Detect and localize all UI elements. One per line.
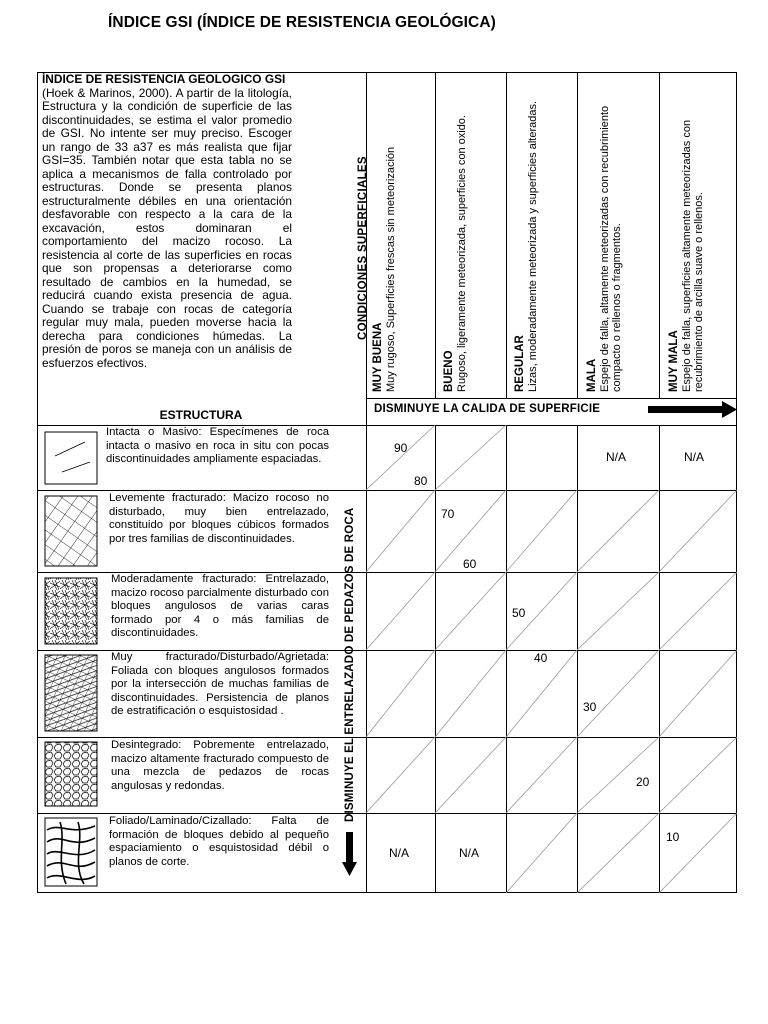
- disminuye-superficie-label: DISMINUYE LA CALIDA DE SUPERFICIE: [374, 403, 601, 415]
- arrow-down-icon: [342, 832, 357, 876]
- col-desc: Muy rugoso, Superficies frescas sin meteorización: [384, 146, 397, 392]
- col-desc: Espejo de falla, altamente meteorizadas con recubrimiento compacto o rellenos o fragmentos.: [598, 105, 624, 392]
- value-10: 10: [666, 830, 680, 844]
- value-na: N/A: [389, 846, 410, 860]
- col-header-mala: [586, 82, 624, 392]
- col-header-muy-mala: [668, 82, 706, 392]
- structure-thumbnails: [45, 432, 97, 886]
- row-desc-moderadamente: Moderadamente fracturado: Entrelazado, macizo rocoso parcialmente disturbado con bloques angulosos de varias caras formado por 4 o más familias de discontinuidades.: [111, 573, 329, 640]
- condiciones-label: CONDICIONES SUPERFICIALES: [357, 156, 369, 340]
- value-na: N/A: [684, 450, 705, 464]
- col-title: MALA: [586, 358, 598, 392]
- value-70: 70: [441, 507, 455, 521]
- row-desc-intacta: Intacta o Masivo: Especímenes de roca intacta o masivo en roca in situ con pocas discontinuidades ampliamente espaciadas.: [106, 426, 329, 466]
- row-desc-muy-fracturado: Muy fracturado/Disturbado/Agrietada: Foliada con bloques angulosos formados por la intersección de muchas familias de discontinuidades. Persistencia de planos de estratificación o esquistosidad .: [111, 651, 329, 718]
- value-50: 50: [512, 606, 526, 620]
- col-desc: Rugoso, ligeramente meteorizada, superficies con oxido.: [455, 115, 468, 392]
- col-title: REGULAR: [514, 335, 526, 392]
- page-title: ÍNDICE GSI (ÍNDICE DE RESISTENCIA GEOLÓGICA): [108, 14, 496, 31]
- value-20: 20: [636, 775, 650, 789]
- estructura-label: ESTRUCTURA: [159, 408, 243, 422]
- value-30: 30: [583, 700, 597, 714]
- arrow-right-icon: [648, 401, 737, 418]
- col-header-regular: [514, 82, 539, 392]
- col-title: MUY MALA: [668, 330, 680, 392]
- value-na: N/A: [606, 450, 627, 464]
- value-na: N/A: [459, 846, 480, 860]
- intro-body: (Hoek & Marinos, 2000). A partir de la litología, Estructura y la condición de superficie de las discontinuidades, se estima el valor promedio de GSI. No intente ser muy preciso. Escoger un rango de 33 a37 es más realista que fijar GSI=35. También notar que esta tabla no se aplica a mecanismos de falla controlado por estructuras. Donde se presenta planos estructuralmente débiles en una orientación desfavorable con respecto a la cara de la excavación, estos dominaran el comportamiento del macizo rocoso. La resistencia al corte de las superficies en rocas que son propensas a deteriorarse como resultado de cambios en la humedad, se reducirá cuando exista presencia de agua. Cuando se trabaje con rocas de categoría regular muy mala, pueden moverse hacia la derecha para condiciones húmedas. La presión de poros se maneja con un análisis de esfuerzos efectivos.: [42, 85, 292, 370]
- col-title: BUENO: [443, 350, 455, 392]
- row-desc-foliado: Foliado/Laminado/Cizallado: Falta de formación de bloques debido al pequeño espaciamiento o esquistosidad débil o planos de corte.: [109, 815, 329, 868]
- row-desc-desintegrado: Desintegrado: Pobremente entrelazado, macizo altamente fracturado compuesto de una mezcla de pedazos de rocas angulosas y redondas.: [111, 739, 329, 792]
- value-60: 60: [463, 557, 477, 571]
- intro-title: ÍNDICE DE RESISTENCIA GEOLOGICO GSI: [42, 72, 286, 86]
- col-title: MUY BUENA: [372, 322, 384, 392]
- col-header-bueno: [443, 82, 468, 392]
- col-header-muy-buena: [372, 112, 397, 392]
- col-desc: Espejo de falla, superficies altamente meteorizadas con recubrimiento de arcilla suave o rellenos.: [680, 119, 706, 392]
- intro-block: [42, 73, 292, 370]
- value-90: 90: [394, 441, 408, 455]
- disminuye-entrelazado-label: DISMINUYE EL ENTRELAZADO DE PEDAZOS DE ROCA: [344, 507, 356, 822]
- col-desc: Lizas, moderadamente meteorizada y superficies alteradas.: [526, 100, 539, 392]
- value-80: 80: [414, 474, 428, 488]
- row-desc-levemente: Levemente fracturado: Macizo rocoso no disturbado, muy bien entrelazado, constituido por bloques cúbicos formados por tres familias de discontinuidades.: [109, 492, 329, 545]
- value-40: 40: [534, 651, 548, 665]
